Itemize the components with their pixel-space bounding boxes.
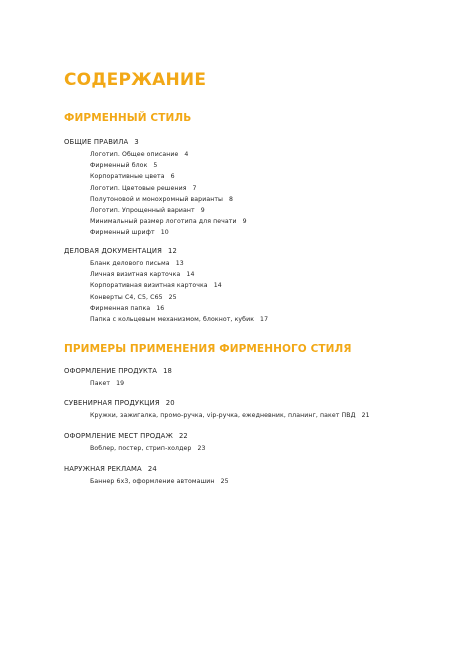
toc-group-label: ОФОРМЛЕНИЕ МЕСТ ПРОДАЖ bbox=[64, 432, 173, 440]
toc-item-label: Корпоративная визитная карточка bbox=[90, 282, 208, 290]
toc-item-label: Баннер 6x3, оформление автомашин bbox=[90, 478, 215, 485]
toc-item-label: Кружки, зажигалка, промо-ручка, vip-ручка, ежедневник, планинг, пакет ПВД bbox=[90, 412, 356, 419]
toc-item bbox=[90, 304, 444, 315]
toc-item bbox=[90, 228, 444, 239]
toc-item bbox=[90, 477, 444, 488]
toc-item-label: Минимальный размер логотипа для печати bbox=[90, 218, 237, 226]
toc-item-list bbox=[64, 411, 444, 422]
toc-page-number: 25 bbox=[168, 293, 177, 301]
toc-item-label: Личная визитная карточка bbox=[90, 271, 181, 279]
toc-page-number: 9 bbox=[200, 206, 205, 214]
toc-group-label: НАРУЖНАЯ РЕКЛАМА bbox=[64, 465, 142, 473]
toc-group-business-documentation bbox=[64, 247, 444, 326]
toc-page-number: 23 bbox=[197, 445, 206, 452]
toc-group-title bbox=[64, 247, 444, 256]
toc-page-number: 12 bbox=[168, 247, 177, 255]
toc-item-label: Корпоративные цвета bbox=[90, 173, 165, 181]
toc-page-number: 21 bbox=[361, 412, 370, 419]
toc-item-label: Логотип. Общее описание bbox=[90, 151, 179, 158]
toc-page-number: 25 bbox=[220, 478, 229, 485]
toc-group-point-of-sale bbox=[64, 432, 444, 455]
toc-item bbox=[90, 172, 444, 183]
toc-item bbox=[90, 161, 444, 172]
toc-item-label: Логотип. Упрощенный вариант bbox=[90, 206, 195, 214]
toc-item-list bbox=[64, 444, 444, 455]
toc-group-label: ДЕЛОВАЯ ДОКУМЕНТАЦИЯ bbox=[64, 247, 163, 255]
toc-page-number: 5 bbox=[153, 162, 158, 170]
toc-item-list bbox=[64, 259, 444, 326]
toc-group-product-design bbox=[64, 367, 444, 390]
toc-page-number: 7 bbox=[192, 184, 197, 192]
toc-group-souvenir-products bbox=[64, 399, 444, 422]
toc-item-list bbox=[64, 150, 444, 240]
toc-page-number: 19 bbox=[116, 380, 125, 387]
toc-item bbox=[90, 195, 444, 206]
toc-group-title bbox=[64, 399, 444, 408]
toc-item bbox=[90, 206, 444, 217]
toc-item-label: Фирменная папка bbox=[90, 304, 151, 312]
toc-item bbox=[90, 379, 444, 390]
toc-group-title bbox=[64, 138, 444, 147]
toc-page-number: 10 bbox=[160, 229, 169, 237]
toc-group-title bbox=[64, 432, 444, 441]
toc-item-label: Логотип. Цветовые решения bbox=[90, 184, 187, 192]
toc-page-number: 22 bbox=[178, 432, 188, 440]
toc-item-label: Фирменный шрифт bbox=[90, 229, 155, 237]
toc-item bbox=[90, 270, 444, 281]
toc-group-label: ОБЩИЕ ПРАВИЛА bbox=[64, 138, 129, 146]
toc-group-general-rules bbox=[64, 138, 444, 240]
toc-item-label: Воблер, постер, стрип-холдер bbox=[90, 445, 192, 452]
toc-group-outdoor-advertising bbox=[64, 465, 444, 488]
toc-item-label: Фирменный блок bbox=[90, 162, 148, 170]
toc-page-number: 8 bbox=[229, 195, 234, 203]
toc-page-number: 16 bbox=[156, 304, 165, 312]
toc-item-list bbox=[64, 379, 444, 390]
toc-page-number: 18 bbox=[163, 367, 173, 375]
page-title: СОДЕРЖАНИЕ bbox=[64, 70, 207, 90]
toc-item-label: Бланк делового письма bbox=[90, 260, 170, 267]
toc-item bbox=[90, 259, 444, 270]
toc-page-number: 14 bbox=[186, 271, 195, 279]
toc-group-title bbox=[64, 367, 444, 376]
toc-group-label: ОФОРМЛЕНИЕ ПРОДУКТА bbox=[64, 367, 158, 375]
toc-item bbox=[90, 315, 444, 326]
toc-page-number: 9 bbox=[242, 218, 247, 226]
toc-group-label: СУВЕНИРНАЯ ПРОДУКЦИЯ bbox=[64, 399, 160, 407]
toc-page-number: 3 bbox=[134, 138, 139, 146]
toc-page-number: 13 bbox=[175, 260, 184, 267]
toc-item-label: Полутоновой и монохромный варианты bbox=[90, 195, 224, 203]
toc-page-number: 4 bbox=[184, 151, 189, 158]
toc-item bbox=[90, 444, 444, 455]
section-heading-corporate-style: ФИРМЕННЫЙ СТИЛЬ bbox=[64, 112, 192, 124]
toc-group-title bbox=[64, 465, 444, 474]
toc-item bbox=[90, 281, 444, 292]
toc-item-label: Конверты С4, С5, С65 bbox=[90, 293, 163, 301]
toc-item-label: Папка с кольцевым механизмом, блокнот, кубик bbox=[90, 315, 255, 323]
toc-page-number: 6 bbox=[170, 173, 175, 181]
toc-item bbox=[90, 411, 444, 422]
toc-item bbox=[90, 150, 444, 161]
toc-item-label: Пакет bbox=[90, 380, 111, 387]
toc-item-list bbox=[64, 477, 444, 488]
toc-item bbox=[90, 217, 444, 228]
toc-item bbox=[90, 293, 444, 304]
toc-item bbox=[90, 184, 444, 195]
toc-page-number: 14 bbox=[213, 282, 222, 290]
section-heading-usage-examples: ПРИМЕРЫ ПРИМЕНЕНИЯ ФИРМЕННОГО СТИЛЯ bbox=[64, 343, 352, 355]
toc-page-number: 20 bbox=[165, 399, 175, 407]
toc-page-number: 24 bbox=[147, 465, 157, 473]
toc-page-number: 17 bbox=[260, 315, 269, 323]
